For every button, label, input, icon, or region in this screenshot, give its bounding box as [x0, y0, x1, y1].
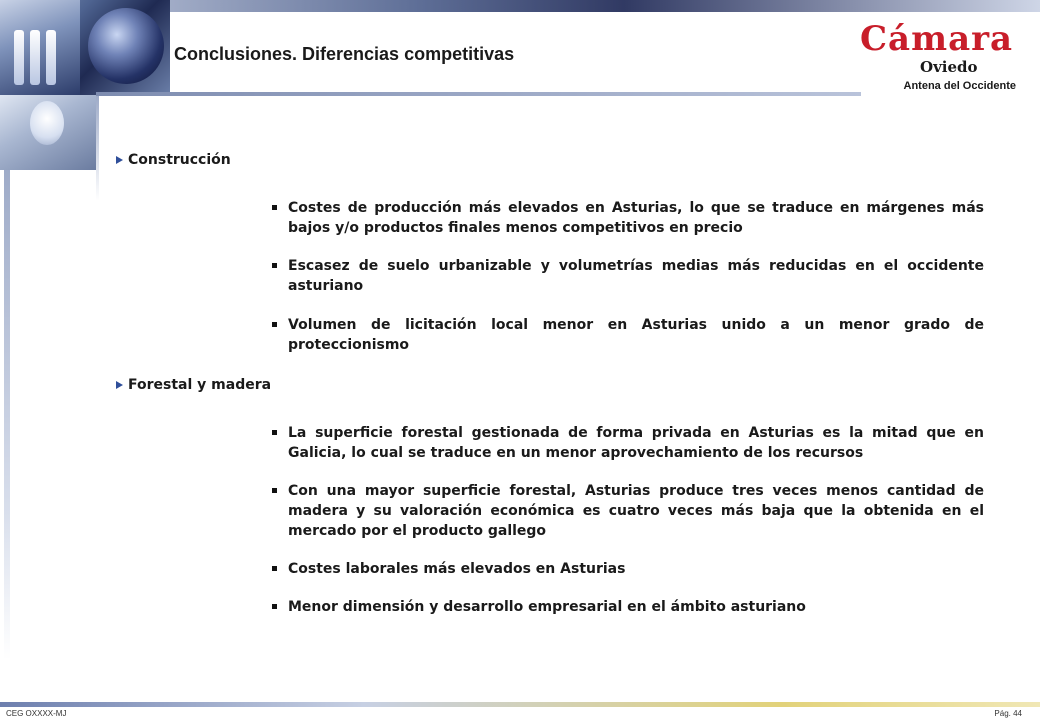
camara-logo: [858, 18, 1028, 98]
svg-text:Cámara: Cámara: [860, 19, 1014, 58]
section-heading-construccion: [116, 152, 231, 168]
globe-image: [88, 8, 164, 84]
list-item: [272, 198, 984, 238]
list-item-text: Costes laborales más elevados en Asturias: [288, 561, 626, 577]
logo-tagline: Antena del Occidente: [903, 80, 1016, 92]
list-item: [272, 315, 984, 355]
list-item-text: Volumen de licitación local menor en Asturias unido a un menor grado de proteccionismo: [288, 317, 984, 353]
square-bullet-icon: [272, 263, 277, 268]
footer-page-number: Pág. 44: [994, 709, 1022, 718]
header-photo-collage: [0, 0, 170, 95]
square-bullet-icon: [272, 566, 277, 571]
list-item-text: Costes de producción más elevados en Asturias, lo que se traduce en márgenes más bajos y/o productos finales menos competitivos en precio: [288, 200, 984, 236]
list-item: [272, 597, 984, 617]
people-image: [0, 95, 96, 170]
list-item: [272, 256, 984, 296]
square-bullet-icon: [272, 604, 277, 609]
square-bullet-icon: [272, 430, 277, 435]
section-heading-forestal: [116, 377, 271, 393]
list-item-text: Escasez de suelo urbanizable y volumetrías medias más reducidas en el occidente asturiano: [288, 258, 984, 294]
title-underline: [96, 92, 861, 96]
list-item-text: La superficie forestal gestionada de forma privada en Asturias es la mitad que en Galicia, lo cual se traduce en un menor aprovechamiento de los recursos: [288, 425, 984, 461]
footer-code: CEG OXXXX-MJ: [6, 709, 67, 718]
left-decorative-bar: [4, 170, 10, 660]
page-title: Conclusiones. Diferencias competitivas: [174, 44, 515, 64]
vertical-divider: [96, 96, 99, 201]
list-item-text: Menor dimensión y desarrollo empresarial en el ámbito asturiano: [288, 599, 806, 615]
list-item: [272, 481, 984, 541]
section-heading-label: Construcción: [128, 152, 231, 168]
square-bullet-icon: [272, 322, 277, 327]
list-item: [272, 423, 984, 463]
footer-decorative-band: [0, 702, 1040, 707]
section-heading-label: Forestal y madera: [128, 377, 272, 393]
list-item-text: Con una mayor superficie forestal, Asturias produce tres veces menos cantidad de madera y su valoración económica es cuatro veces más baja que la obtenida en el mercado por el producto gallego: [288, 483, 984, 539]
logo-city: Oviedo: [920, 58, 978, 76]
square-bullet-icon: [272, 488, 277, 493]
logo-wordmark-svg: [858, 18, 1028, 58]
list-item: [272, 559, 984, 579]
arrow-bullet-icon: [116, 381, 123, 389]
arrow-bullet-icon: [116, 156, 123, 164]
square-bullet-icon: [272, 205, 277, 210]
lab-tubes-image: [0, 0, 80, 95]
